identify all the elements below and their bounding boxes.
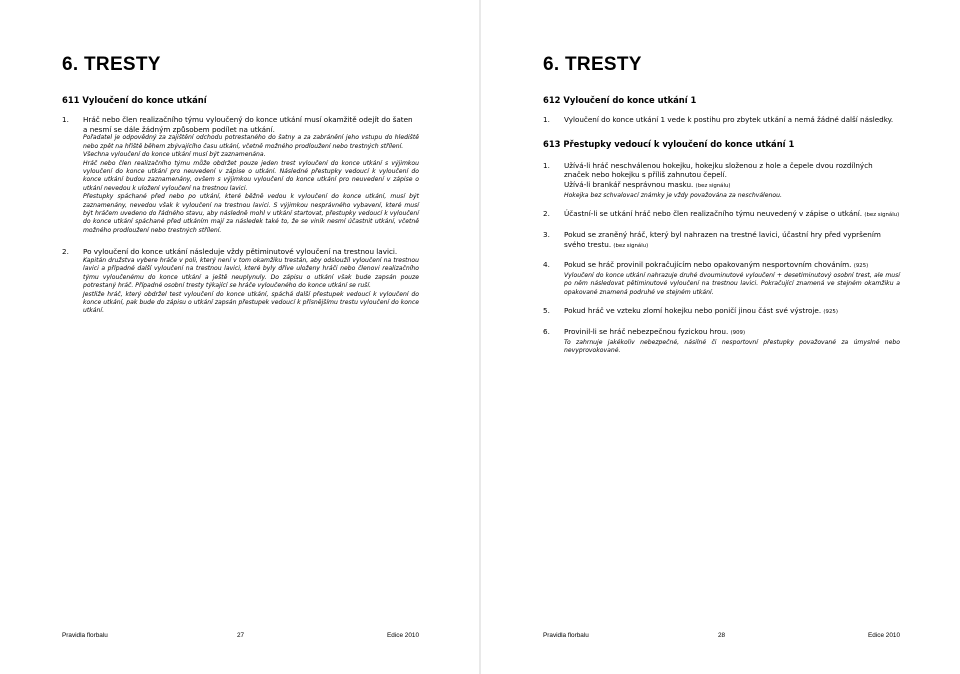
page-content — [543, 54, 900, 364]
rule-item — [543, 230, 900, 251]
item-text-wrap — [564, 327, 900, 339]
rule-item — [543, 327, 900, 356]
item-number: 5. — [543, 306, 550, 316]
item-note: Jestliže hráč, který obdržel test vyloučení do konce utkání, spáchá další přestupek vedoucí k vyloučení do konce utkání, pak bude do zápisu o utkání zapsán přestupek vedoucí k přísnějšímu trestu vyloučení do konce utkání. — [83, 290, 419, 315]
item-number: 1. — [543, 115, 550, 124]
rule-item — [543, 161, 900, 201]
footer-title: Pravidla florbalu — [62, 632, 108, 639]
item-note: To zahrnuje jakékoliv nebezpečné, násilné či nesportovní přestupky považované za úmyslné nebo nevyprovokované. — [564, 338, 900, 355]
item-note: Vyloučení do konce utkání nahrazuje druhé dvouminutové vyloučení + desetiminutový osobní trest, ale musí po něm následovat pětiminutové vyloučení na trestnou lavici. Pokračující znamená ve stejném okamžiku a opakované znamená podruhé ve stejném utkání. — [564, 272, 900, 296]
item-number: 1. — [543, 160, 550, 170]
item-text: Pokud se zraněný hráč, který byl nahrazen na trestné lavici, účastní hry před vypršením svého trestu. — [564, 229, 881, 249]
item-text-wrap — [564, 209, 900, 221]
footer-edition: Edice 2010 — [868, 632, 900, 639]
signal-tag: (925) — [823, 309, 838, 316]
page-27 — [0, 0, 479, 674]
item-note: Přestupky spáchané před nebo po utkání, které běžně vedou k vyloučení do konce utkání, musí být zaznamenány, nevedou však k vyloučení na trestnou lavici. S výjimkou nesprávného vybavení, které musí být hráčem uvedeno do řádného stavu, aby následně mohl v utkání startovat, přestupky vedoucí k vyloučení do konce utkání spáchané před utkáním mají za následek také to, že se viník nesmí účastnit utkání, včetně možného prodloužení nebo trestných střílení. — [83, 193, 419, 234]
item-note: Hráč nebo člen realizačního týmu může obdržet pouze jeden trest vyloučení do konce utkání s výjimkou vyloučení do konce utkání pro neuvedení v zápise o utkání. Následné přestupky vedoucí k vyloučení do konce utkání budou zaznamenány, ovšem s výjimkou vyloučení do konce utkání pro neuvedení v zápise o utkání nevedou k uložení vyloučení na trestnou lavici. — [83, 159, 419, 192]
chapter-title: 6. TRESTY — [543, 54, 642, 75]
item-note: Kapitán družstva vybere hráče v poli, který není v tom okamžiku trestán, aby odsloužil vyloučení na trestnou lavici a případné další vyloučení na trestnou lavici, které byly dříve uloženy hráči nebo členovi realizačního týmu vyloučenému do konce utkání a ještě neuplynuly. Do zápisu o utkání však bude zapsán pouze potrestaný hráč. Případné osobní tresty týkající se hráče vyloučeného do konce utkání se ruší. — [83, 256, 419, 290]
signal-tag: (bez signálu) — [864, 212, 900, 219]
rule-item — [62, 115, 419, 235]
page-number: 27 — [237, 632, 245, 639]
section-title-611: 611 Vyloučení do konce utkání — [62, 95, 207, 105]
page-number: 28 — [718, 632, 726, 639]
item-text-wrap — [564, 306, 900, 318]
signal-tag: (bez signálu) — [695, 183, 731, 190]
item-number: 2. — [543, 209, 550, 219]
item-text: Hráč nebo člen realizačního týmu vyloučený do konce utkání musí okamžitě odejít do šaten a nesmí se dále žádným způsobem podílet na utkání. — [83, 115, 413, 134]
item-note: Pořadatel je odpovědný za zajištění odchodu potrestaného do šatny a za zabránění jeho vstupu do hlediště nebo zpět na hřiště během zbývajícího času utkání, včetně možného prodloužení nebo trestných střílení. — [83, 134, 419, 150]
item-text-wrap — [564, 230, 900, 251]
item-number: 1. — [62, 115, 69, 124]
item-number: 2. — [62, 247, 69, 257]
item-text: Užívá-li hráč neschválenou hokejku, hokejku složenou z hole a čepele dvou rozdílných značek nebo hokejku s příliš zahnutou čepelí. — [564, 160, 873, 180]
chapter-title: 6. TRESTY — [62, 54, 161, 75]
section-title-613: 613 Přestupky vedoucí k vyloučení do konce utkání 1 — [543, 138, 795, 149]
item-number: 4. — [543, 260, 550, 270]
item-note: Všechna vyloučení do konce utkání musí být zaznamenána. — [83, 151, 266, 159]
item-text: Účastní-li se utkání hráč nebo člen realizačního týmu neuvedený v zápise o utkání. — [564, 209, 863, 219]
item-text-line2 — [564, 180, 900, 192]
rule-item — [543, 306, 900, 318]
footer-edition: Edice 2010 — [387, 632, 419, 639]
signal-tag: (bez signálu) — [613, 242, 649, 249]
item-text: Po vyloučení do konce utkání následuje vždy pětiminutové vyloučení na trestnou lavici. — [83, 247, 398, 257]
item-number: 6. — [543, 326, 550, 336]
item-text: Pokud hráč ve vzteku zlomí hokejku nebo poničí jinou část své výstroje. — [564, 306, 822, 316]
rule-item — [62, 247, 419, 316]
item-text: Pokud se hráč provinil pokračujícím nebo opakovaným nesportovním chováním. — [564, 260, 852, 270]
item-text: Užívá-li brankář nesprávnou masku. — [564, 180, 694, 190]
section-title-612: 612 Vyloučení do konce utkání 1 — [543, 95, 697, 105]
rule-item — [543, 209, 900, 221]
item-text: Provinil-li se hráč nebezpečnou fyzickou hrou. — [564, 326, 729, 336]
rule-item — [543, 115, 900, 125]
page-content — [62, 54, 419, 325]
page-28 — [481, 0, 960, 674]
item-text-wrap — [564, 260, 900, 272]
rule-item — [543, 260, 900, 297]
signal-tag: (909) — [730, 329, 746, 336]
signal-tag: (925) — [853, 263, 869, 270]
item-note: Hokejka bez schvalovací známky je vždy považována za neschválenou. — [564, 191, 782, 199]
item-text: Vyloučení do konce utkání 1 vede k postihu pro zbytek utkání a nemá žádné další následky. — [564, 115, 894, 124]
item-number: 3. — [543, 229, 550, 239]
footer-title: Pravidla florbalu — [543, 632, 589, 639]
